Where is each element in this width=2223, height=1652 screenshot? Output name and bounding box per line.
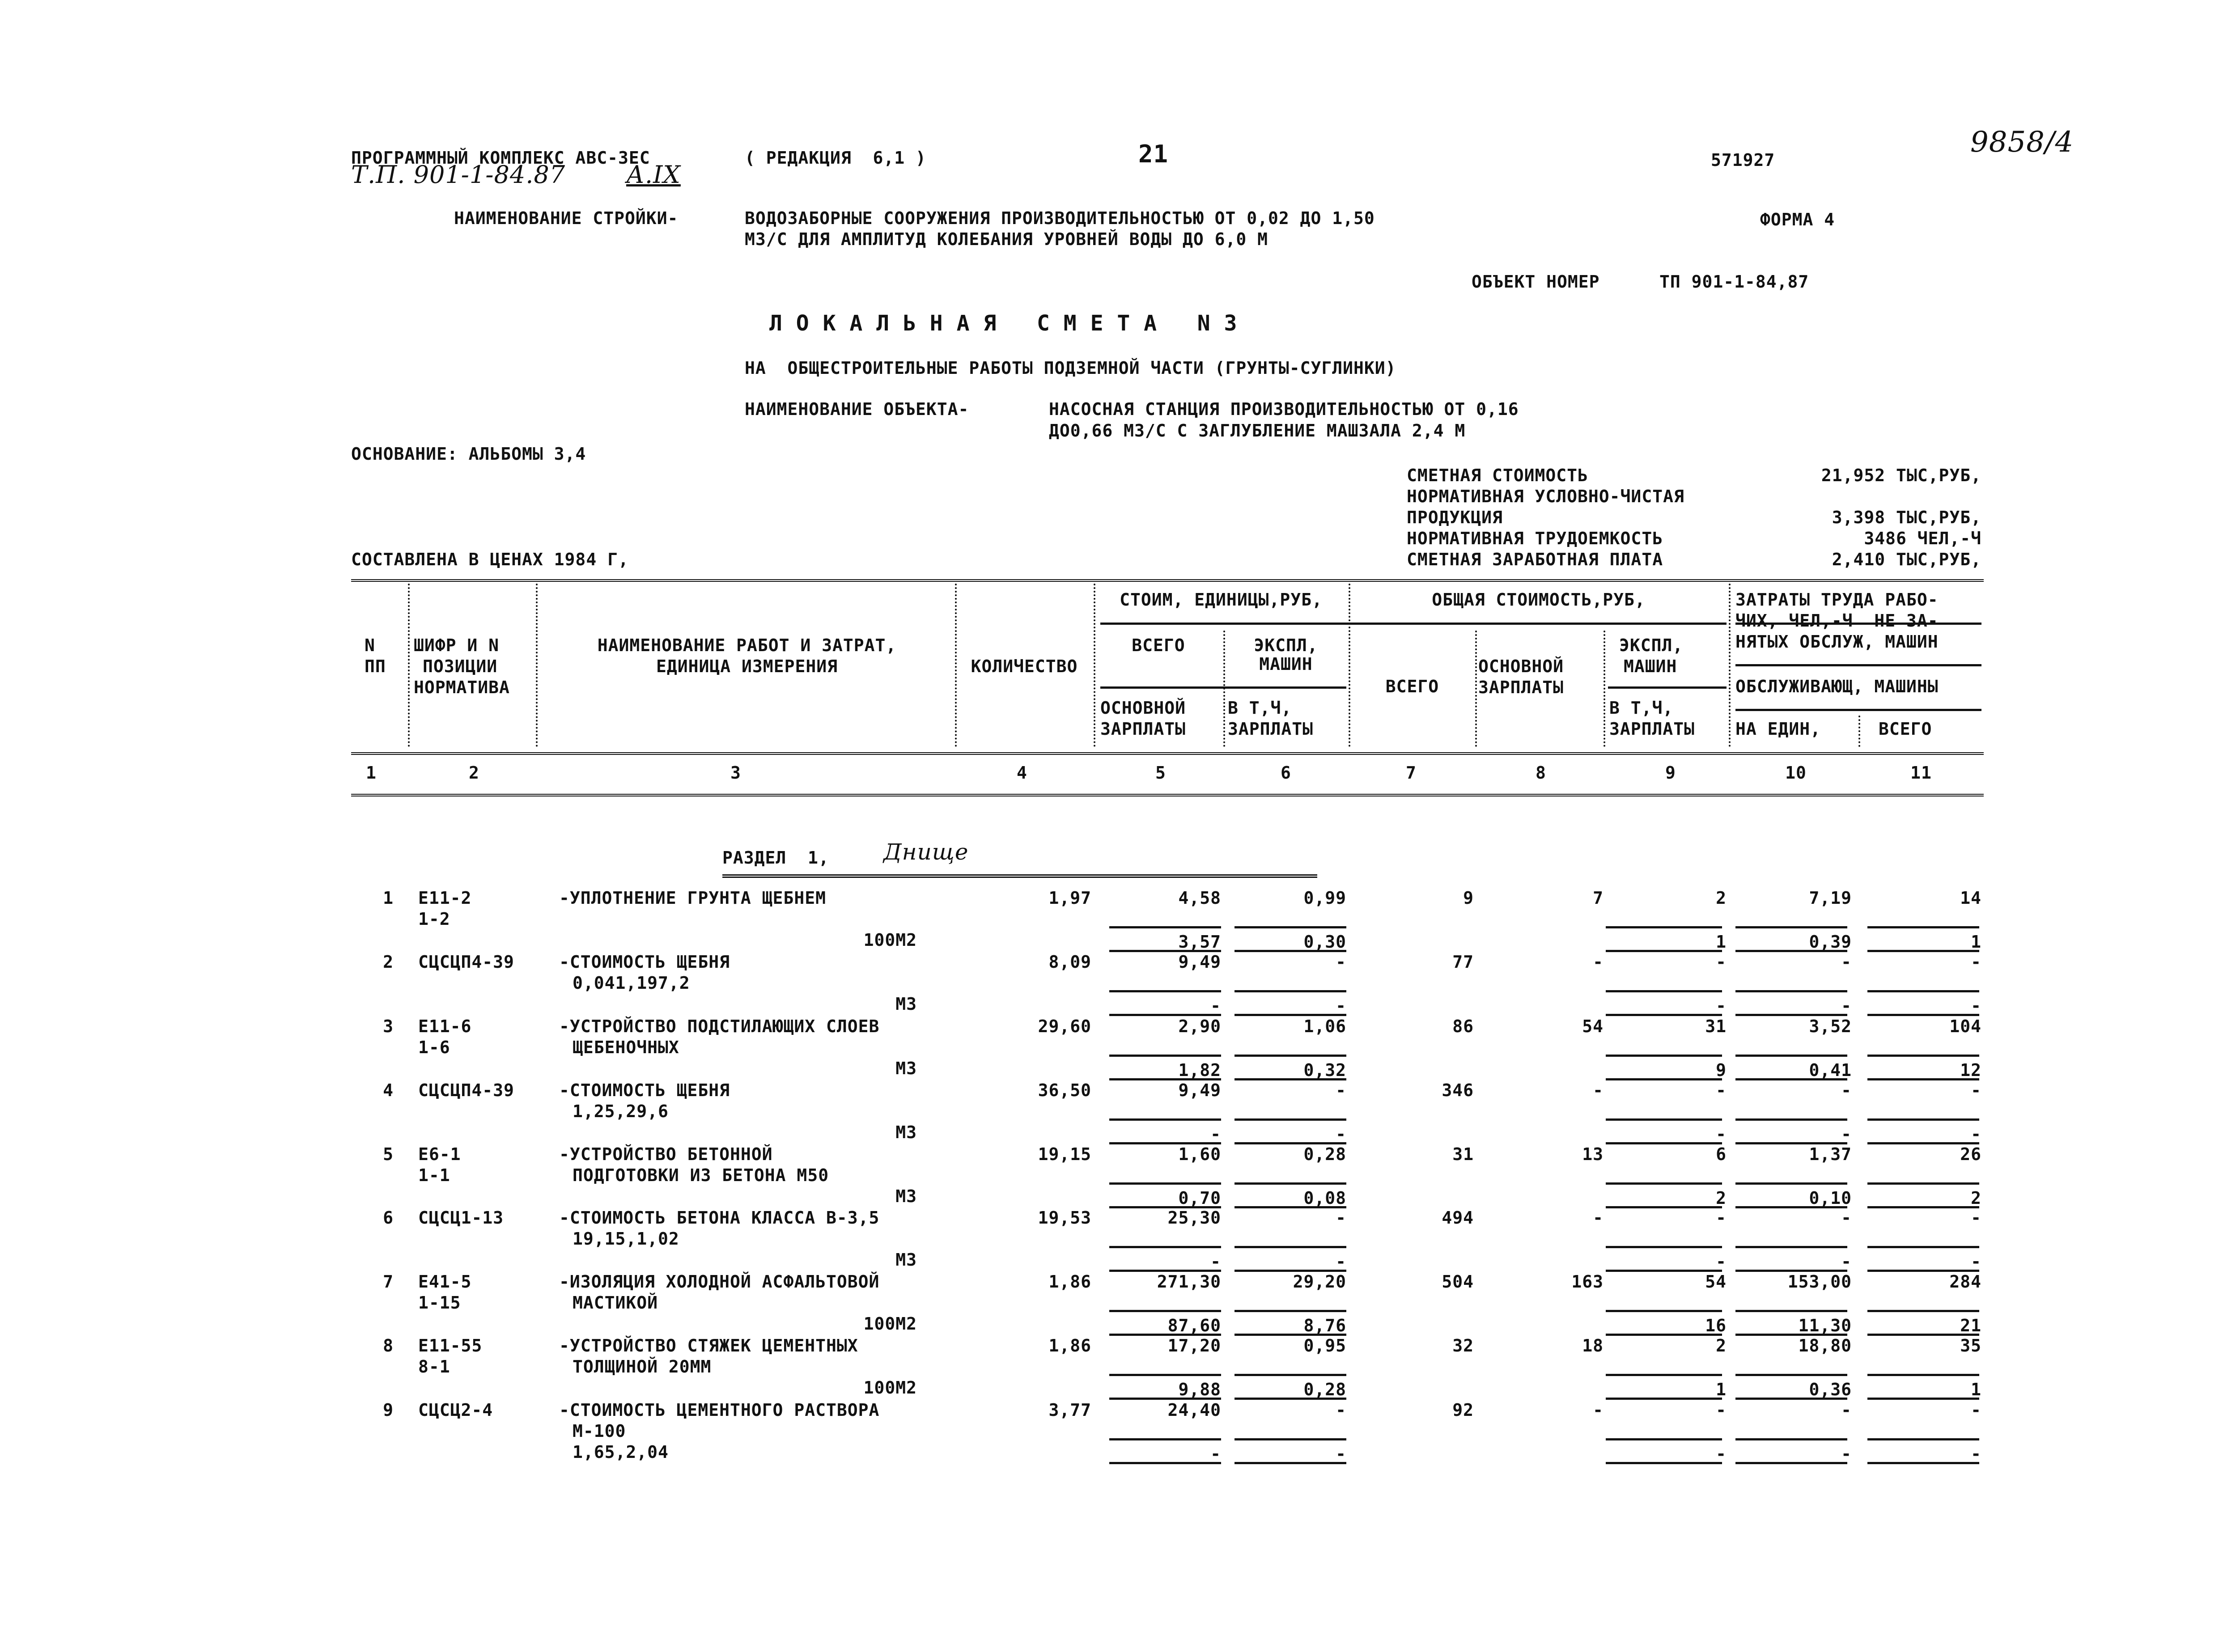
row-name: -ИЗОЛЯЦИЯ ХОЛОДНОЙ АСФАЛЬТОВОЙ (559, 1272, 880, 1292)
col-8-label: ЗАРПЛАТЫ (1478, 678, 1564, 697)
row-name: -СТОИМОСТЬ ЩЕБНЯ (559, 1080, 730, 1100)
row-s5: - (1210, 996, 1221, 1016)
row-rule (1235, 1246, 1346, 1248)
row-qty: 19,15 (1038, 1144, 1091, 1164)
row-c10: 18,80 (1798, 1336, 1852, 1355)
summary-label: СМЕТНАЯ ЗАРАБОТНАЯ ПЛАТА (1407, 550, 1663, 569)
row-name: -УПЛОТНЕНИЕ ГРУНТА ЩЕБНЕМ (559, 888, 826, 908)
row-c10: - (1841, 952, 1852, 972)
row-rule (1735, 990, 1847, 992)
row-c7: 32 (1452, 1336, 1474, 1355)
row-c8: - (1593, 1400, 1604, 1420)
row-s5: 0,70 (1178, 1188, 1221, 1208)
labor-heading-2: ЧИХ, ЧЕЛ,-Ч НЕ ЗА- (1735, 611, 1939, 631)
row-unit: 100М2 (863, 930, 917, 950)
row-rule (1606, 1310, 1722, 1312)
row-s6: 8,76 (1303, 1316, 1346, 1335)
col-number: 7 (1406, 763, 1417, 783)
row-s10: - (1841, 1252, 1852, 1271)
row-rule (1867, 1374, 1979, 1376)
row-rule (1606, 1182, 1722, 1185)
row-number: 4 (383, 1080, 394, 1100)
row-s10: - (1841, 996, 1852, 1016)
summary-value: 2,410 ТЫС,РУБ, (1832, 550, 1981, 569)
row-s10: 0,39 (1809, 932, 1852, 952)
row-rule (1235, 1438, 1346, 1440)
col-number: 8 (1536, 763, 1546, 783)
row-name: ТОЛЩИНОЙ 20ММ (573, 1357, 712, 1377)
construction-line-1: ВОДОЗАБОРНЫЕ СООРУЖЕНИЯ ПРОИЗВОДИТЕЛЬНОСТЬЮ ОТ 0,02 ДО 1,50 (745, 208, 1375, 228)
row-code: СЦСЦ1-13 (418, 1208, 504, 1228)
row-rule (1735, 1118, 1847, 1121)
row-c9: - (1716, 952, 1727, 972)
row-c5: 24,40 (1167, 1400, 1221, 1420)
object-name-line-2: ДО0,66 М3/С С ЗАГЛУБЛЕНИЕ МАШЗАЛА 2,4 М (1049, 421, 1466, 441)
col-number: 4 (1017, 763, 1027, 783)
row-number: 6 (383, 1208, 394, 1228)
col-8-label: ОСНОВНОЙ (1478, 657, 1564, 676)
row-s9: 2 (1716, 1188, 1727, 1208)
row-code-2: 1-1 (418, 1165, 450, 1185)
labor-heading-3: НЯТЫХ ОБСЛУЖ, МАШИН (1735, 632, 1939, 652)
row-unit: 100М2 (863, 1378, 917, 1398)
row-name: ЩЕБЕНОЧНЫХ (573, 1038, 679, 1057)
col-name-label: НАИМЕНОВАНИЕ РАБОТ И ЗАТРАТ, (597, 635, 897, 655)
row-c5: 25,30 (1167, 1208, 1221, 1228)
row-number: 1 (383, 888, 394, 908)
row-rule (1867, 1310, 1979, 1312)
col-number: 10 (1785, 763, 1807, 783)
col-10-11-label: ОБСЛУЖИВАЮЩ, МАШИНЫ (1735, 677, 1939, 696)
row-c11: 14 (1960, 888, 1981, 908)
row-s9: 1 (1716, 932, 1727, 952)
col-5-label: ВСЕГО (1132, 635, 1185, 655)
summary-value: 21,952 ТЫС,РУБ, (1821, 466, 1981, 485)
summary-label: ПРОДУКЦИЯ (1407, 508, 1503, 527)
row-rule (1109, 1246, 1221, 1248)
row-rule (1109, 1462, 1221, 1464)
section-label: РАЗДЕЛ 1, (722, 848, 829, 868)
col-6-label: ЭКСПЛ, (1254, 635, 1318, 655)
col-6-sub-label: В Т,Ч, (1228, 698, 1292, 718)
row-name: -СТОИМОСТЬ ЩЕБНЯ (559, 952, 730, 972)
row-rule (1867, 990, 1979, 992)
row-c7: 77 (1452, 952, 1474, 972)
row-s9: - (1716, 1124, 1727, 1144)
row-qty: 19,53 (1038, 1208, 1091, 1228)
row-c11: 26 (1960, 1144, 1981, 1164)
col-pp-label: ПП (365, 657, 386, 676)
row-rule (1735, 926, 1847, 928)
row-name: МАСТИКОЙ (573, 1293, 658, 1313)
row-number: 2 (383, 952, 394, 972)
row-c5: 2,90 (1178, 1017, 1221, 1036)
handwritten-reference: 9858/4 (1970, 126, 2074, 159)
row-s5: 3,57 (1178, 932, 1221, 952)
revision: ( РЕДАКЦИЯ 6,1 ) (745, 148, 926, 168)
col-9-label: МАШИН (1624, 657, 1677, 676)
row-name: 0,041,197,2 (573, 973, 690, 993)
row-s6: 0,28 (1303, 1380, 1346, 1399)
row-rule (1606, 1055, 1722, 1057)
row-c8: 13 (1582, 1144, 1604, 1164)
col-5-sub-label: ОСНОВНОЙ (1100, 698, 1186, 718)
row-c6: 0,99 (1303, 888, 1346, 908)
row-unit: М3 (895, 1059, 917, 1078)
row-s10: 0,41 (1809, 1060, 1852, 1080)
row-s6: - (1336, 996, 1346, 1016)
col-6-label: МАШИН (1259, 654, 1313, 674)
row-c8: 7 (1593, 888, 1604, 908)
row-unit: М3 (895, 1250, 917, 1270)
row-code: СЦСЦ2-4 (418, 1400, 493, 1420)
row-s10: 0,36 (1809, 1380, 1852, 1399)
document-number: 571927 (1711, 150, 1775, 170)
col-number: 11 (1910, 763, 1932, 783)
row-s5: 9,88 (1178, 1380, 1221, 1399)
basis: ОСНОВАНИЕ: АЛЬБОМЫ 3,4 (351, 444, 586, 464)
row-code: Е11-2 (418, 888, 472, 908)
program-name: ПРОГРАММНЫЙ КОМПЛЕКС АВС-3ЕС (351, 148, 650, 168)
row-c10: 7,19 (1809, 888, 1852, 908)
section-name: Днище (883, 839, 969, 865)
construction-label: НАИМЕНОВАНИЕ СТРОЙКИ- (454, 208, 679, 228)
row-c7: 494 (1442, 1208, 1474, 1228)
row-c5: 1,60 (1178, 1144, 1221, 1164)
row-number: 9 (383, 1400, 394, 1420)
row-s6: - (1336, 1252, 1346, 1271)
col-number: 2 (469, 763, 479, 783)
row-c5: 17,20 (1167, 1336, 1221, 1355)
row-rule (1735, 1055, 1847, 1057)
row-s9: 9 (1716, 1060, 1727, 1080)
row-unit: М3 (895, 994, 917, 1014)
row-c7: 92 (1452, 1400, 1474, 1420)
col-code-label: ШИФР И N (414, 635, 500, 655)
row-rule (1606, 1374, 1722, 1376)
row-name: -СТОИМОСТЬ БЕТОНА КЛАССА В-3,5 (559, 1208, 880, 1228)
row-rule (1606, 1246, 1722, 1248)
row-qty: 1,86 (1048, 1272, 1091, 1292)
row-rule (1235, 1374, 1346, 1376)
row-rule (1735, 1462, 1847, 1464)
row-rule (1109, 1055, 1221, 1057)
row-unit: М3 (895, 1186, 917, 1206)
row-rule (1235, 1182, 1346, 1185)
col-number: 6 (1281, 763, 1291, 783)
row-rule (1235, 1310, 1346, 1312)
row-name: -СТОИМОСТЬ ЦЕМЕНТНОГО РАСТВОРА (559, 1400, 880, 1420)
row-rule (1867, 1118, 1979, 1121)
row-rule (1867, 1055, 1979, 1057)
row-rule (1606, 990, 1722, 992)
row-name: 1,25,29,6 (573, 1101, 669, 1121)
row-rule (1109, 1182, 1221, 1185)
col-name-label: ЕДИНИЦА ИЗМЕРЕНИЯ (656, 657, 838, 676)
row-s6: 0,30 (1303, 932, 1346, 952)
row-s9: - (1716, 1444, 1727, 1464)
row-rule (1109, 1118, 1221, 1121)
row-s11: - (1971, 1444, 1981, 1464)
row-rule (1735, 1310, 1847, 1312)
row-c5: 4,58 (1178, 888, 1221, 908)
row-c8: 18 (1582, 1336, 1604, 1355)
row-code-2: 8-1 (418, 1357, 450, 1377)
row-rule (1109, 1438, 1221, 1440)
row-c11: - (1971, 1208, 1981, 1228)
total-cost-heading: ОБЩАЯ СТОИМОСТЬ,РУБ, (1432, 590, 1646, 610)
row-number: 3 (383, 1017, 394, 1036)
row-number: 7 (383, 1272, 394, 1292)
col-n-label: N (365, 635, 375, 655)
row-rule (1867, 1438, 1979, 1440)
row-c9: - (1716, 1208, 1727, 1228)
row-code: Е6-1 (418, 1144, 461, 1164)
row-rule (1109, 926, 1221, 928)
row-code-2: 1-6 (418, 1038, 450, 1057)
handwritten-album: А.IX (626, 161, 681, 189)
row-qty: 1,97 (1048, 888, 1091, 908)
row-s11: 1 (1971, 932, 1981, 952)
summary-label: НОРМАТИВНАЯ УСЛОВНО-ЧИСТАЯ (1407, 487, 1684, 506)
col-10-label: НА ЕДИН, (1735, 719, 1821, 739)
row-rule (1606, 926, 1722, 928)
row-c5: 9,49 (1178, 952, 1221, 972)
row-c8: - (1593, 952, 1604, 972)
col-number: 9 (1665, 763, 1676, 783)
row-s10: 0,10 (1809, 1188, 1852, 1208)
row-rule (1235, 1118, 1346, 1121)
row-c10: - (1841, 1400, 1852, 1420)
col-code-label: НОРМАТИВА (414, 678, 510, 697)
row-s11: 12 (1960, 1060, 1981, 1080)
row-c9: - (1716, 1080, 1727, 1100)
row-c11: 284 (1949, 1272, 1981, 1292)
row-qty: 36,50 (1038, 1080, 1091, 1100)
col-number: 1 (366, 763, 377, 783)
row-code-2: 1-15 (418, 1293, 461, 1313)
row-c7: 504 (1442, 1272, 1474, 1292)
row-c11: - (1971, 1080, 1981, 1100)
row-s11: 21 (1960, 1316, 1981, 1335)
row-name: 19,15,1,02 (573, 1229, 679, 1249)
row-rule (1735, 1246, 1847, 1248)
row-qty: 3,77 (1048, 1400, 1091, 1420)
row-name: -УСТРОЙСТВО БЕТОННОЙ (559, 1144, 773, 1164)
row-number: 8 (383, 1336, 394, 1355)
row-s11: - (1971, 1124, 1981, 1144)
col-9-sub-label: В Т,Ч, (1609, 698, 1674, 718)
row-c5: 9,49 (1178, 1080, 1221, 1100)
row-code: СЦСЦП4-39 (418, 1080, 514, 1100)
row-c7: 346 (1442, 1080, 1474, 1100)
col-number: 5 (1155, 763, 1166, 783)
row-name: 1,65,2,04 (573, 1442, 669, 1462)
summary-label: НОРМАТИВНАЯ ТРУДОЕМКОСТЬ (1407, 529, 1663, 548)
row-c6: - (1336, 1208, 1346, 1228)
price-basis: СОСТАВЛЕНА В ЦЕНАХ 1984 Г, (351, 550, 629, 569)
row-c11: 35 (1960, 1336, 1981, 1355)
row-c10: - (1841, 1208, 1852, 1228)
row-number: 5 (383, 1144, 394, 1164)
row-c11: - (1971, 1400, 1981, 1420)
row-s9: - (1716, 996, 1727, 1016)
row-name: -УСТРОЙСТВО СТЯЖЕК ЦЕМЕНТНЫХ (559, 1336, 858, 1355)
row-rule (1735, 1182, 1847, 1185)
row-c9: 6 (1716, 1144, 1727, 1164)
object-number: ТП 901-1-84,87 (1659, 272, 1809, 292)
row-s5: - (1210, 1124, 1221, 1144)
summary-label: СМЕТНАЯ СТОИМОСТЬ (1407, 466, 1588, 485)
row-s11: - (1971, 996, 1981, 1016)
row-c6: - (1336, 1080, 1346, 1100)
row-s10: - (1841, 1444, 1852, 1464)
row-s11: 1 (1971, 1380, 1981, 1399)
row-rule (1606, 1462, 1722, 1464)
object-name-line-1: НАСОСНАЯ СТАНЦИЯ ПРОИЗВОДИТЕЛЬНОСТЬЮ ОТ 0,16 (1049, 399, 1519, 419)
row-rule (1606, 1118, 1722, 1121)
row-s11: 2 (1971, 1188, 1981, 1208)
col-5-sub-label: ЗАРПЛАТЫ (1100, 719, 1186, 739)
row-c9: 31 (1705, 1017, 1727, 1036)
row-rule (1235, 926, 1346, 928)
row-c6: - (1336, 952, 1346, 972)
row-s10: 11,30 (1798, 1316, 1852, 1335)
row-rule (1235, 990, 1346, 992)
row-s11: - (1971, 1252, 1981, 1271)
row-unit: М3 (895, 1123, 917, 1142)
col-6-sub-label: ЗАРПЛАТЫ (1228, 719, 1314, 739)
row-c8: - (1593, 1208, 1604, 1228)
row-c7: 31 (1452, 1144, 1474, 1164)
unit-cost-heading: СТОИМ, ЕДИНИЦЫ,РУБ, (1120, 590, 1323, 610)
row-c10: 3,52 (1809, 1017, 1852, 1036)
row-c5: 271,30 (1157, 1272, 1221, 1292)
col-7-label: ВСЕГО (1385, 677, 1439, 696)
row-c10: 1,37 (1809, 1144, 1852, 1164)
row-rule (1109, 990, 1221, 992)
row-s9: - (1716, 1252, 1727, 1271)
row-c9: 2 (1716, 1336, 1727, 1355)
row-s6: 0,08 (1303, 1188, 1346, 1208)
summary-value: 3,398 ТЫС,РУБ, (1832, 508, 1981, 527)
row-rule (1867, 1182, 1979, 1185)
col-number: 3 (730, 763, 741, 783)
row-qty: 1,86 (1048, 1336, 1091, 1355)
row-rule (1867, 1246, 1979, 1248)
row-c7: 86 (1452, 1017, 1474, 1036)
row-s5: - (1210, 1444, 1221, 1464)
row-name: ПОДГОТОВКИ ИЗ БЕТОНА М50 (573, 1165, 829, 1185)
row-rule (1109, 1310, 1221, 1312)
row-c6: - (1336, 1400, 1346, 1420)
object-number-label: ОБЪЕКТ НОМЕР (1472, 272, 1600, 292)
col-11-label: ВСЕГО (1879, 719, 1932, 739)
col-9-label: ЭКСПЛ, (1619, 635, 1684, 655)
row-qty: 8,09 (1048, 952, 1091, 972)
row-s5: 87,60 (1167, 1316, 1221, 1335)
row-c9: - (1716, 1400, 1727, 1420)
row-rule (1867, 926, 1979, 928)
row-rule (1867, 1462, 1979, 1464)
labor-heading-1: ЗАТРАТЫ ТРУДА РАБО- (1735, 590, 1939, 610)
row-c6: 0,28 (1303, 1144, 1346, 1164)
row-s9: 16 (1705, 1316, 1727, 1335)
row-code: Е11-55 (418, 1336, 483, 1355)
row-qty: 29,60 (1038, 1017, 1091, 1036)
row-rule (1735, 1374, 1847, 1376)
handwritten-tp-number: Т.П. 901-1-84.87 (351, 161, 566, 189)
estimate-title: Л О К А Л Ь Н А Я С М Е Т А N 3 (769, 311, 1238, 336)
form-number: ФОРМА 4 (1760, 210, 1835, 229)
summary-value: 3486 ЧЕЛ,-Ч (1864, 529, 1981, 548)
page-number: 21 (1138, 140, 1169, 168)
row-s10: - (1841, 1124, 1852, 1144)
row-c10: 153,00 (1787, 1272, 1852, 1292)
row-s6: - (1336, 1124, 1346, 1144)
row-unit: 100М2 (863, 1314, 917, 1334)
row-c8: - (1593, 1080, 1604, 1100)
construction-line-2: М3/С ДЛЯ АМПЛИТУД КОЛЕБАНИЯ УРОВНЕЙ ВОДЫ ДО 6,0 М (745, 229, 1268, 249)
row-s9: 1 (1716, 1380, 1727, 1399)
col-qty-label: КОЛИЧЕСТВО (971, 657, 1078, 676)
row-s6: 0,32 (1303, 1060, 1346, 1080)
row-rule (1606, 1438, 1722, 1440)
row-rule (1235, 1055, 1346, 1057)
row-c6: 29,20 (1293, 1272, 1346, 1292)
row-code: СЦСЦП4-39 (418, 952, 514, 972)
row-name: -УСТРОЙСТВО ПОДСТИЛАЮЩИХ СЛОЕВ (559, 1017, 880, 1036)
row-c10: - (1841, 1080, 1852, 1100)
row-c6: 0,95 (1303, 1336, 1346, 1355)
row-c9: 2 (1716, 888, 1727, 908)
estimate-subtitle: НА ОБЩЕСТРОИТЕЛЬНЫЕ РАБОТЫ ПОДЗЕМНОЙ ЧАСТИ (ГРУНТЫ-СУГЛИНКИ) (745, 358, 1396, 378)
row-name: М-100 (573, 1421, 626, 1441)
row-c8: 54 (1582, 1017, 1604, 1036)
row-rule (1735, 1438, 1847, 1440)
row-c11: 104 (1949, 1017, 1981, 1036)
col-code-label: ПОЗИЦИИ (423, 657, 498, 676)
row-code-2: 1-2 (418, 909, 450, 929)
row-s6: - (1336, 1444, 1346, 1464)
row-c6: 1,06 (1303, 1017, 1346, 1036)
row-c11: - (1971, 952, 1981, 972)
row-c9: 54 (1705, 1272, 1727, 1292)
row-s5: - (1210, 1252, 1221, 1271)
object-name-label: НАИМЕНОВАНИЕ ОБЪЕКТА- (745, 399, 969, 419)
row-rule (1109, 1374, 1221, 1376)
row-rule (1235, 1462, 1346, 1464)
row-code: Е41-5 (418, 1272, 472, 1292)
row-code: Е11-6 (418, 1017, 472, 1036)
row-s5: 1,82 (1178, 1060, 1221, 1080)
row-c8: 163 (1571, 1272, 1604, 1292)
row-c7: 9 (1463, 888, 1474, 908)
col-9-sub-label: ЗАРПЛАТЫ (1609, 719, 1695, 739)
